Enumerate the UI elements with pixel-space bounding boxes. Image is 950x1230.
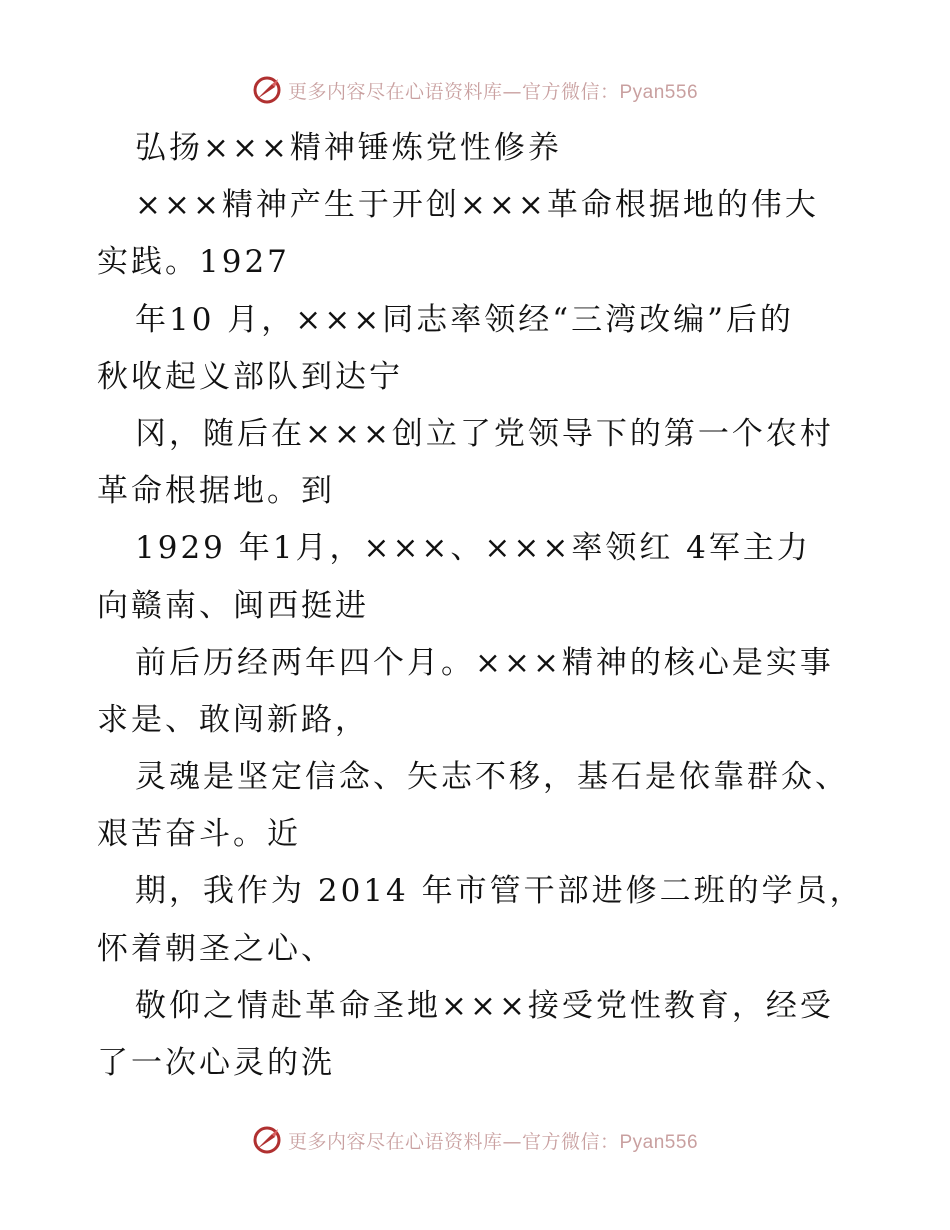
document-line: 敬仰之情赴革命圣地×××接受党性教育，经受 [135,987,834,1024]
quill-logo-icon [252,75,282,105]
document-line: 前后历经两年四个月。×××精神的核心是实事 [135,644,834,681]
document-line: 期，我作为 2014 年市管干部进修二班的学员， [135,873,864,910]
document-line: 1929 年1月，×××、×××率领红 4军主力 [135,530,811,567]
header-wechat-label: 官方微信： [521,80,620,103]
document-line: 弘扬×××精神锤炼党性修养 [135,130,562,166]
footer-wechat-id: Pyan556 [619,1131,699,1153]
header-banner [0,70,950,110]
document-line: 秋收起义部队到达宁 [97,358,403,395]
document-body [97,120,867,1092]
document-line: 求是、敢闯新路， [97,701,369,738]
quill-logo-icon [252,1125,282,1155]
document-line: 革命根据地。到 [97,473,335,510]
footer-site-text: 更多内容尽在心语资料库 [287,1130,503,1153]
header-separator: — [502,80,522,103]
footer-separator: — [502,1130,522,1153]
document-line: 实践。1927 [97,244,290,281]
document-line: 灵魂是坚定信念、矢志不移，基石是依靠群众、 [135,759,849,796]
footer-banner-text [288,1127,698,1154]
header-banner-text [288,77,698,104]
document-line: 冈，随后在×××创立了党领导下的第一个农村 [135,415,834,452]
document-line: ×××精神产生于开创×××革命根据地的伟大 [135,187,819,224]
document-line: 年10 月，×××同志率领经“三湾改编”后的 [135,301,794,338]
document-line: 向赣南、闽西挺进 [97,587,369,624]
document-line: 了一次心灵的洗 [97,1045,335,1081]
header-site-text: 更多内容尽在心语资料库 [287,80,503,103]
document-line: 怀着朝圣之心、 [97,930,335,967]
header-wechat-id: Pyan556 [619,81,699,103]
document-line: 艰苦奋斗。近 [97,816,301,853]
footer-banner [0,1120,950,1160]
footer-wechat-label: 官方微信： [521,1130,620,1153]
